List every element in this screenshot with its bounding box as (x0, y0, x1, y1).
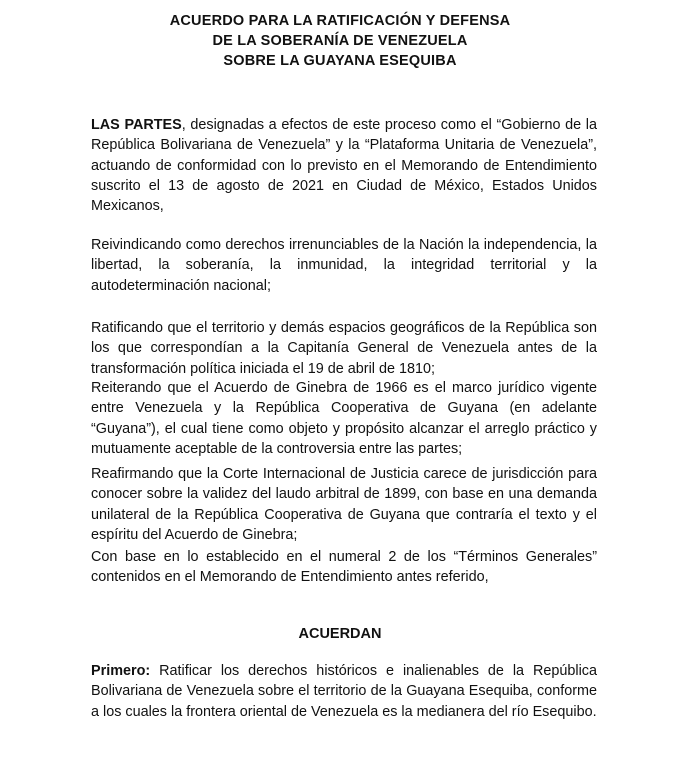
paragraph-ratificando: Ratificando que el territorio y demás espacios geográficos de la República son los que correspondían a la Capitanía General de Venezuela antes de la transformación política iniciada el 19 de abril de 1810; (91, 320, 597, 377)
paragraph-text-las-partes: , designadas a efectos de este proceso como el “Gobierno de la República Bolivariana de Venezuela” y la “Plataforma Unitaria de Venezuela”, actuando de conformidad con lo previsto en el Memorando de Entendimiento suscrito el 13 de agosto de 2021 en Ciudad de México, Estados Unidos Mexicanos, (91, 117, 597, 215)
paragraph-text-primero: Ratificar los derechos históricos e inalienables de la República Bolivariana de Venezuela sobre el territorio de la Guayana Esequiba, conforme a los cuales la frontera oriental de Venezuela es la medianera del río Esequibo. (91, 663, 597, 720)
paragraph-reiterando: Reiterando que el Acuerdo de Ginebra de 1966 es el marco jurídico vigente entre Venezuela y la República Cooperativa de Guyana (en adelante “Guyana”), el cual tiene como objeto y propósito alcanzar el arreglo práctico y mutuamente aceptable de la controversia entre las partes; (91, 380, 597, 457)
paragraph-primero (91, 661, 597, 722)
paragraph-reafirmando: Reafirmando que la Corte Internacional de Justicia carece de jurisdicción para conocer sobre la validez del laudo arbitral de 1899, con base en una demanda unilateral de la República Cooperativa de Guyana que contraría el texto y el espíritu del Acuerdo de Ginebra; (91, 466, 597, 543)
paragraph-lead-primero: Primero: (91, 663, 151, 679)
paragraph-lead-las-partes: LAS PARTES (91, 117, 182, 133)
title-line-3: SOBRE LA GUAYANA ESEQUIBA (223, 53, 457, 69)
title-line-2: DE LA SOBERANÍA DE VENEZUELA (212, 33, 468, 49)
paragraph-reivindicando: Reivindicando como derechos irrenunciables de la Nación la independencia, la libertad, la soberanía, la inmunidad, la integridad territorial y la autodeterminación nacional; (91, 237, 597, 294)
paragraph-las-partes (91, 115, 597, 216)
section-heading-acuerdan: ACUERDAN (298, 626, 382, 642)
document-title (0, 11, 680, 71)
title-line-1: ACUERDO PARA LA RATIFICACIÓN Y DEFENSA (169, 13, 511, 29)
paragraph-con-base: Con base en lo establecido en el numeral 2 de los “Términos Generales” contenidos en el Memorando de Entendimiento antes referido, (91, 549, 597, 586)
